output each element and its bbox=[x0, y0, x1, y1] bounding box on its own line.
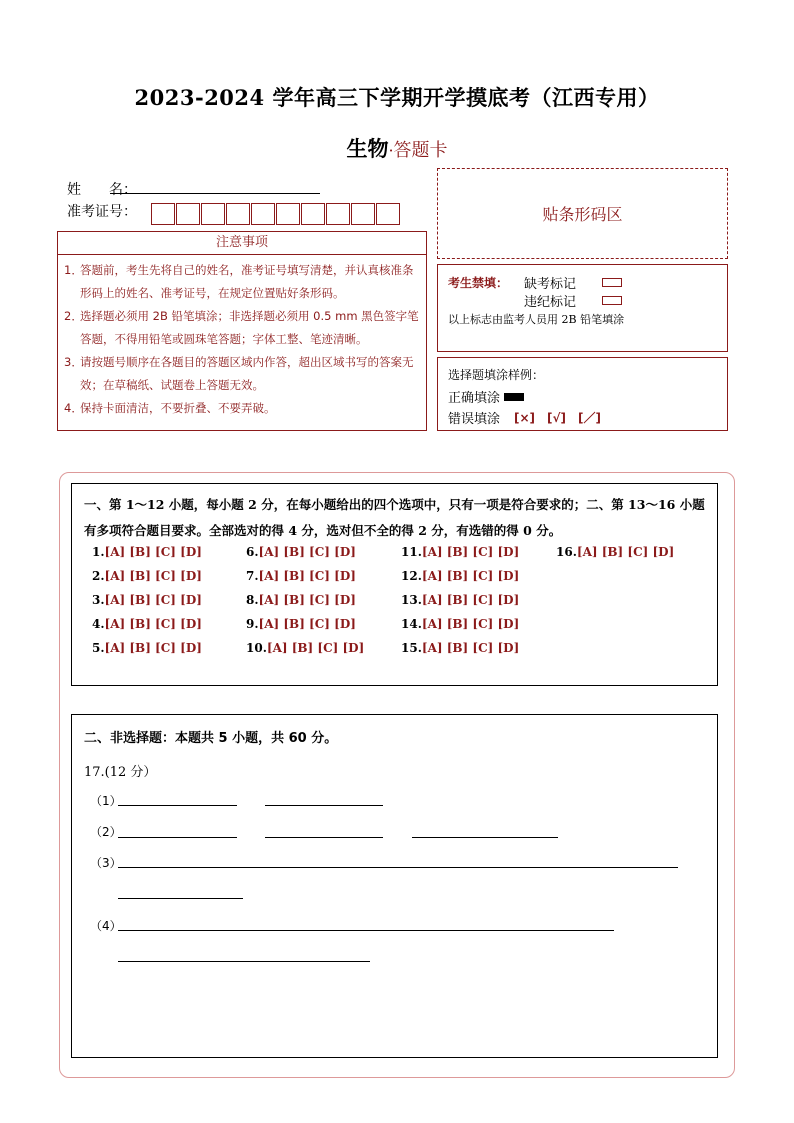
violation-mark-label: 违纪标记 bbox=[524, 295, 577, 310]
mc-question-8[interactable] bbox=[246, 593, 356, 607]
correct-fill-label: 正确填涂 bbox=[448, 391, 501, 406]
answer-options[interactable]: [A] [B] [C] [D] bbox=[104, 617, 202, 631]
answer-options[interactable]: [A] [B] [C] [D] bbox=[104, 569, 202, 583]
mc-question-6[interactable] bbox=[246, 545, 356, 559]
fill-sample-section bbox=[437, 357, 728, 431]
fill-sample-title: 选择题填涂样例： bbox=[448, 368, 545, 382]
notice-item bbox=[64, 305, 422, 351]
mc-question-3[interactable] bbox=[92, 593, 202, 607]
q17-part-4-label: （4） bbox=[90, 919, 122, 933]
answer-line[interactable] bbox=[118, 961, 370, 962]
answer-card-heading bbox=[0, 133, 794, 163]
wrong-fill-row bbox=[448, 408, 601, 427]
violation-mark-row bbox=[524, 291, 622, 310]
answer-options[interactable]: [A] [B] [C] [D] bbox=[258, 617, 356, 631]
notice-title: 注意事项 bbox=[57, 231, 427, 255]
question-number: 5. bbox=[92, 641, 105, 655]
violation-mark-box[interactable] bbox=[602, 296, 622, 305]
answer-options[interactable]: [A] [B] [C] [D] bbox=[421, 569, 520, 583]
answer-line[interactable] bbox=[265, 837, 383, 838]
wrong-fill-label: 错误填涂 bbox=[448, 412, 501, 427]
mc-question-10[interactable] bbox=[246, 641, 364, 655]
examiner-note: 以上标志由监考人员用 2B 铅笔填涂 bbox=[448, 313, 625, 326]
question-17-label: 17.(12 分） bbox=[84, 765, 157, 780]
multiple-choice-section bbox=[71, 483, 718, 686]
question-number: 4. bbox=[92, 617, 105, 631]
notice-text: 答题前，考生先将自己的姓名，准考证号填写清楚，并认真核准条形码上的姓名、准考证号，在规定位置贴好条形码。 bbox=[80, 263, 414, 300]
answer-line[interactable] bbox=[118, 898, 243, 899]
question-number: 14. bbox=[401, 617, 422, 631]
mc-question-7[interactable] bbox=[246, 569, 356, 583]
notice-text: 请按题号顺序在各题目的答题区域内作答，超出区域书写的答案无效；在草稿纸、试题卷上答题无效。 bbox=[80, 355, 414, 392]
mc-question-12[interactable] bbox=[401, 569, 519, 583]
question-number: 7. bbox=[246, 569, 259, 583]
id-digit-box[interactable] bbox=[376, 203, 400, 225]
correct-fill-row bbox=[448, 387, 524, 406]
answer-line[interactable] bbox=[118, 867, 678, 868]
heading-dot: · bbox=[388, 141, 394, 160]
q17-part-1-label: （1） bbox=[90, 794, 122, 808]
answer-card-label: 答题卡 bbox=[393, 140, 448, 161]
answer-options[interactable]: [A] [B] [C] [D] bbox=[104, 641, 202, 655]
answer-options[interactable]: [A] [B] [C] [D] bbox=[258, 569, 356, 583]
mc-instructions: 一、第 1～12 小题，每小题 2 分，在每小题给出的四个选项中，只有一项是符合要求的；二、第 13～16 小题有多项符合题目要求。全部选对的得 4 分，选对但不全的得 2 分，有选错的得 0 分。 bbox=[84, 497, 705, 538]
answer-line[interactable] bbox=[118, 837, 237, 838]
mc-question-16[interactable] bbox=[556, 545, 674, 559]
absent-mark-row bbox=[524, 273, 622, 292]
exam-id-boxes[interactable] bbox=[151, 203, 401, 225]
id-digit-box[interactable] bbox=[251, 203, 275, 225]
answer-options[interactable]: [A] [B] [C] [D] bbox=[104, 545, 202, 559]
question-number: 6. bbox=[246, 545, 259, 559]
id-digit-box[interactable] bbox=[276, 203, 300, 225]
name-label: 姓 名： bbox=[67, 182, 137, 198]
answer-line[interactable] bbox=[265, 805, 383, 806]
mc-question-4[interactable] bbox=[92, 617, 202, 631]
question-number: 11. bbox=[401, 545, 422, 559]
notice-num: 1． bbox=[64, 263, 83, 277]
answer-options[interactable]: [A] [B] [C] [D] bbox=[266, 641, 365, 655]
mc-question-14[interactable] bbox=[401, 617, 519, 631]
answer-options[interactable]: [A] [B] [C] [D] bbox=[104, 593, 202, 607]
free-response-title: 二、非选择题：本题共 5 小题，共 60 分。 bbox=[84, 731, 338, 746]
examiner-only-section bbox=[437, 264, 728, 352]
question-number: 10. bbox=[246, 641, 267, 655]
mc-question-2[interactable] bbox=[92, 569, 202, 583]
subject-name: 生物 bbox=[346, 136, 389, 161]
notice-num: 3． bbox=[64, 355, 83, 369]
id-digit-box[interactable] bbox=[201, 203, 225, 225]
answer-options[interactable]: [A] [B] [C] [D] bbox=[421, 617, 520, 631]
mc-question-1[interactable] bbox=[92, 545, 202, 559]
notice-num: 2． bbox=[64, 309, 83, 323]
notice-item bbox=[64, 397, 422, 420]
barcode-label: 贴条形码区 bbox=[542, 205, 623, 224]
mc-question-13[interactable] bbox=[401, 593, 519, 607]
question-number: 12. bbox=[401, 569, 422, 583]
id-digit-box[interactable] bbox=[351, 203, 375, 225]
question-number: 1. bbox=[92, 545, 105, 559]
filled-mark-example bbox=[504, 393, 524, 401]
absent-mark-label: 缺考标记 bbox=[524, 277, 577, 292]
mc-question-11[interactable] bbox=[401, 545, 519, 559]
q17-part-2-label: （2） bbox=[90, 825, 122, 839]
answer-options[interactable]: [A] [B] [C] [D] bbox=[421, 545, 520, 559]
question-number: 8. bbox=[246, 593, 259, 607]
answer-line[interactable] bbox=[412, 837, 558, 838]
question-number: 9. bbox=[246, 617, 259, 631]
exam-id-label: 准考证号： bbox=[67, 204, 137, 220]
mc-question-5[interactable] bbox=[92, 641, 202, 655]
exam-title: 2023-2024 学年高三下学期开学摸底考（江西专用） bbox=[134, 85, 660, 110]
question-number: 13. bbox=[401, 593, 422, 607]
absent-mark-box[interactable] bbox=[602, 278, 622, 287]
notice-text: 保持卡面清洁，不要折叠、不要弄破。 bbox=[80, 401, 276, 415]
notice-list bbox=[57, 254, 427, 431]
notice-num: 4． bbox=[64, 401, 83, 415]
name-field[interactable] bbox=[110, 193, 320, 194]
question-number: 15. bbox=[401, 641, 422, 655]
notice-text: 选择题必须用 2B 铅笔填涂；非选择题必须用 0.5 mm 黑色签字笔答题，不得用铅笔或圆珠笔答题；字体工整、笔迹清晰。 bbox=[80, 309, 419, 346]
answer-options[interactable]: [A] [B] [C] [D] bbox=[258, 593, 356, 607]
id-digit-box[interactable] bbox=[226, 203, 250, 225]
answer-options[interactable]: [A] [B] [C] [D] bbox=[258, 545, 356, 559]
barcode-area bbox=[437, 168, 728, 259]
mc-question-15[interactable] bbox=[401, 641, 519, 655]
examiner-only-title: 考生禁填： bbox=[448, 276, 509, 290]
mc-question-9[interactable] bbox=[246, 617, 356, 631]
id-digit-box[interactable] bbox=[326, 203, 350, 225]
question-number: 3. bbox=[92, 593, 105, 607]
id-digit-box[interactable] bbox=[176, 203, 200, 225]
wrong-fill-examples: [×] [√] [／] bbox=[514, 411, 601, 425]
answer-options[interactable]: [A] [B] [C] [D] bbox=[421, 641, 520, 655]
q17-part-3-label: （3） bbox=[90, 856, 122, 870]
answer-options[interactable]: [A] [B] [C] [D] bbox=[421, 593, 520, 607]
question-number: 2. bbox=[92, 569, 105, 583]
answer-line[interactable] bbox=[118, 805, 237, 806]
id-digit-box[interactable] bbox=[151, 203, 175, 225]
id-digit-box[interactable] bbox=[301, 203, 325, 225]
question-number: 16. bbox=[556, 545, 577, 559]
free-response-section bbox=[71, 714, 718, 1058]
notice-item bbox=[64, 351, 422, 397]
answer-line[interactable] bbox=[118, 930, 614, 931]
answer-options[interactable]: [A] [B] [C] [D] bbox=[576, 545, 675, 559]
notice-item bbox=[64, 259, 422, 305]
